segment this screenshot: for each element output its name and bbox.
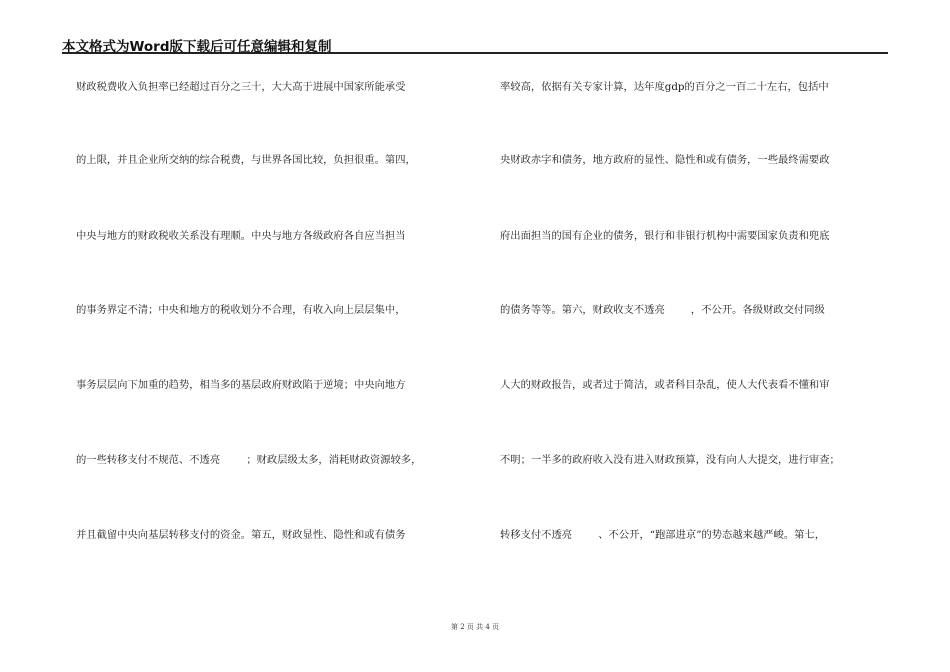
- text-line: 率较高，依据有关专家计算，达年度gdp的百分之一百二十左右，包括中: [500, 81, 829, 93]
- text-line: 不明；一半多的政府收入没有进入财政预算，没有向人大提交，进行审查；: [500, 454, 840, 466]
- text-line: 转移支付不透亮 、不公开，“跑部进京”的势态越来越严峻。第七，: [500, 529, 826, 541]
- header-divider: [62, 52, 888, 54]
- page-number: 第 2 页 共 4 页: [450, 623, 500, 631]
- text-line: 府出面担当的国有企业的债务，银行和非银行机构中需要国家负责和兜底: [500, 230, 830, 242]
- text-line: 的一些转移支付不规范、不透亮 ；财政层级太多，消耗财政资源较多，: [76, 454, 422, 466]
- text-line: 事务层层向下加重的趋势，相当多的基层政府财政陷于逆境；中央向地方: [76, 379, 406, 391]
- text-line: 中央与地方的财政税收关系没有理顺。中央与地方各级政府各自应当担当: [76, 230, 406, 242]
- text-line: 央财政赤字和债务，地方政府的显性、隐性和或有债务，一些最终需要政: [500, 154, 830, 166]
- text-line: 财政税费收入负担率已经超过百分之三十，大大高于进展中国家所能承受: [76, 81, 406, 93]
- text-line: 并且截留中央向基层转移支付的资金。第五，财政显性、隐性和或有债务: [76, 529, 406, 541]
- header-title: 本文格式为Word版下载后可任意编辑和复制: [62, 39, 332, 55]
- text-line: 的债务等等。第六，财政收支不透亮 ，不公开。各级财政交付同级: [500, 304, 825, 316]
- text-line: 人大的财政报告，或者过于简洁，或者科目杂乱，使人大代表看不懂和审: [500, 379, 830, 391]
- text-line: 的事务界定不清；中央和地方的税收划分不合理，有收入向上层层集中，: [76, 304, 406, 316]
- text-line: 的上限，并且企业所交纳的综合税费，与世界各国比较，负担很重。第四，: [76, 154, 416, 166]
